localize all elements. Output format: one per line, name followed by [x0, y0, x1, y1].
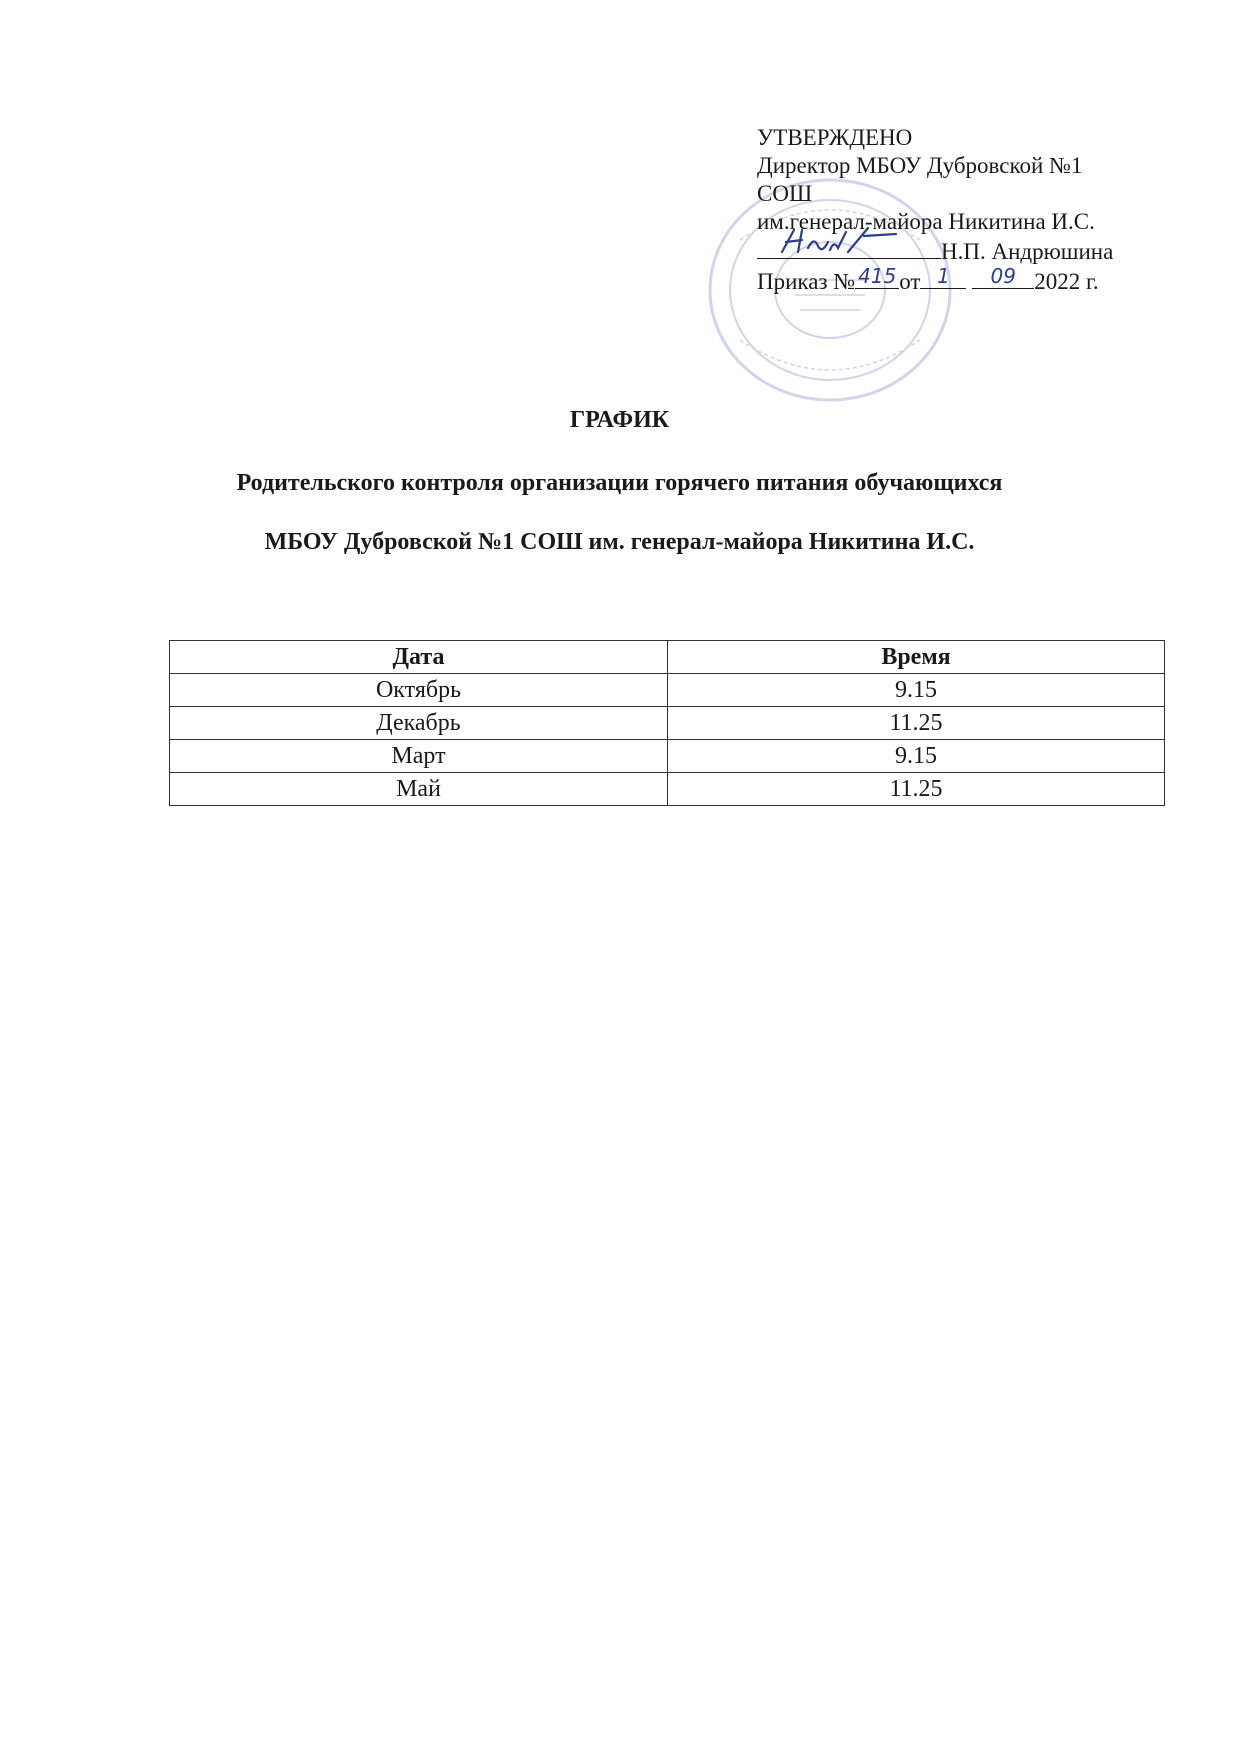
schedule-table [169, 640, 1165, 806]
order-number: 415 [858, 264, 897, 288]
order-line [757, 266, 1157, 296]
cell-date: Октябрь [170, 674, 668, 707]
cell-time: 9.15 [668, 740, 1165, 773]
approval-position-line2: СОШ [757, 181, 813, 206]
order-prefix: Приказ № [757, 269, 856, 294]
table-row [170, 674, 1165, 707]
table-row [170, 773, 1165, 806]
order-year: 2022 г. [1034, 269, 1099, 294]
table-row [170, 707, 1165, 740]
order-from: от [899, 269, 921, 294]
order-day: 1 [937, 264, 950, 288]
signature-field [757, 236, 941, 259]
table-row [170, 740, 1165, 773]
document-subtitle-line2: МБОУ Дубровской №1 СОШ им. генерал-майора Никитина И.С. [264, 529, 975, 555]
order-day-field [920, 266, 966, 289]
order-number-field [855, 266, 899, 289]
table-header-row [170, 641, 1165, 674]
signature-line [757, 236, 1157, 266]
header-time: Время [668, 641, 1165, 674]
cell-time: 11.25 [668, 773, 1165, 806]
approval-position-line3: им.генерал-майора Никитина И.С. [757, 209, 1095, 234]
approval-position-line1: Директор МБОУ Дубровской №1 [757, 153, 1083, 178]
cell-time: 11.25 [668, 707, 1165, 740]
header-date: Дата [170, 641, 668, 674]
order-month-field [972, 266, 1034, 289]
document-subtitle-line1: Родительского контроля организации горячего питания обучающихся [236, 470, 1003, 496]
cell-date: Март [170, 740, 668, 773]
order-month: 09 [990, 264, 1016, 288]
approval-heading: УТВЕРЖДЕНО [757, 125, 913, 150]
approval-block [757, 124, 1157, 296]
signature-name: Н.П. Андрюшина [941, 239, 1114, 264]
cell-time: 9.15 [668, 674, 1165, 707]
cell-date: Май [170, 773, 668, 806]
document-title: ГРАФИК [569, 407, 670, 433]
cell-date: Декабрь [170, 707, 668, 740]
